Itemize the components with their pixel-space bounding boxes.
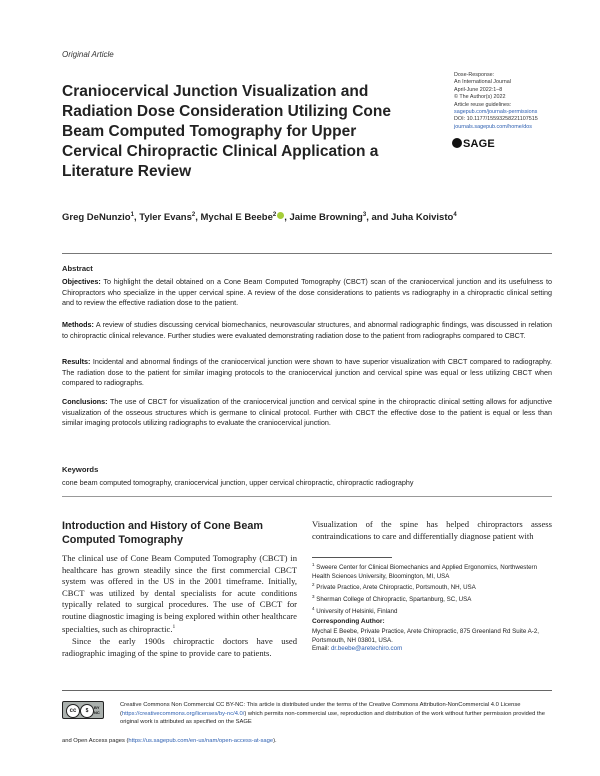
abstract-conclusions: Conclusions: The use of CBCT for visualization of the craniocervical junction and cervical spine in the chiropractic clinical setting allows for adjunctive visualization of the osseous structures which is germane to clinical protocol. Further with CBCT the effective dose to the patient is equal or less than similar imaging protocols utilizing radiographs to evaluate the craniocervical junction. — [62, 397, 552, 428]
corresponding-author-heading: Corresponding Author: — [312, 618, 385, 625]
email-link[interactable]: dr.beebe@aretechiro.com — [330, 645, 403, 653]
abstract-heading: Abstract — [62, 264, 93, 273]
section-heading-intro: Introduction and History of Cone Beam Computed Tomography — [62, 520, 263, 546]
intro-paragraph-1: The clinical use of Cone Beam Computed Tomography (CBCT) in healthcare has grown steadily since the first commercial CBCT system was offered in the US in the 2001 timeframe. Initially, CBCT was utilized by dental specialists for acute conditions typically related to surgical procedures. The use of CBCT for routine diagnostic imaging is being explored within other healthcare specialties, such as chiropractic.$^1$ — [62, 553, 297, 635]
cc-by-icon: cc — [66, 704, 80, 718]
affiliation-item: $^4$ University of Helsinki, Finland — [312, 605, 398, 615]
affiliation-item: $^1$ Sweere Center for Clinical Biomechanics and Applied Ergonomics, Northwestern Health Sciences University, Bloomington, MI, USA — [312, 562, 538, 580]
reuse-link[interactable]: sagepub.com/journals-permissions — [454, 109, 538, 116]
affiliation-item: $^3$ Sherman College of Chiropractic, Spartanburg, SC, USA — [312, 593, 472, 603]
sage-icon — [452, 138, 462, 148]
open-access-link[interactable]: https://us.sagepub.com/en-us/nam/open-access-at-sage — [128, 738, 274, 744]
keywords-heading: Keywords — [62, 465, 99, 474]
footnote-divider — [312, 557, 392, 558]
divider — [62, 496, 552, 497]
journal-issue: April-June 2022:1–8 — [454, 86, 503, 93]
license-text: Creative Commons Non Commercial CC BY-NC: This article is distributed under the terms of the Creative Commons Attribution-NonCommercial 4.0 License (https://creativecommons.org/licenses/by-nc/4.0/) which permits non-commercial use, reproduction and distribution of the work without further permission provided the original work is attributed as specified on the SAGE — [120, 702, 545, 726]
journal-home-link[interactable]: journals.sagepub.com/home/dos — [454, 123, 532, 130]
journal-copyright: © The Author(s) 2022 — [454, 94, 506, 101]
divider — [62, 253, 552, 254]
journal-info — [454, 72, 574, 131]
cc-license-badge[interactable]: cc $ BY NC — [62, 701, 104, 719]
journal-doi: DOI: 10.1177/15593258221107515 — [454, 116, 538, 123]
affiliations — [312, 561, 552, 616]
affiliation-item: $^2$ Private Practice, Arete Chiropractic, Portsmouth, NH, USA — [312, 582, 476, 592]
article-type-label: Original Article — [62, 50, 114, 59]
intro-column-right: Visualization of the spine has helped chiropractors assess contraindications to care and differentially diagnose patient with — [312, 519, 552, 541]
intro-paragraph-2: Since the early 1900s chiropractic doctors have used radiographic imaging of the spine to provide care to patients. — [62, 636, 297, 658]
license-text-cont: and Open Access pages (https://us.sagepub.com/en-us/nam/open-access-at-sage). — [62, 738, 277, 744]
abstract-results: Results: Incidental and abnormal findings of the craniocervical junction were shown to have superior visualization with CBCT compared to radiography. The radiation dose to the patient for similar imaging protocols to the craniocervical junction and cervical spine was equal or less utilizing CBCT when compared to radiographs. — [62, 357, 552, 388]
journal-subtitle: An International Journal — [454, 79, 511, 86]
abstract-methods: Methods: A review of studies discussing cervical biomechanics, neurovascular structures, and abnormal radiographic findings, was discussed in relation to chiropractic clinical relevance. Further studies were evaluated demonstrating radiation dose to the patient from radiographs compared to CBCT. — [62, 320, 553, 340]
article-title: Craniocervical Junction Visualization and Radiation Dose Consideration Utilizing Cone Beam Computed Tomography for Upper Cervical Chiropractic Clinical Application a Literature Review — [62, 83, 391, 180]
journal-reuse: Article reuse guidelines: — [454, 101, 512, 108]
license-link[interactable]: https://creativecommons.org/licenses/by-nc/4.0/ — [121, 710, 245, 717]
orcid-icon[interactable] — [277, 212, 284, 219]
divider — [62, 690, 552, 691]
corresponding-author: Mychal E Beebe, Private Practice, Arete Chiropractic, 875 Greenland Rd Suite A-2, Portsmouth, NH 03801, USA. Email: dr.beebe@aretechiro.com — [312, 628, 539, 653]
cc-nc-icon: $ — [80, 704, 94, 718]
keywords-text: cone beam computed tomography, craniocervical junction, upper cervical chiropractic, chiropractic radiography — [62, 478, 414, 487]
journal-name: Dose-Response: — [454, 72, 495, 78]
intro-column-left — [62, 553, 297, 659]
publisher-logo: SAGE — [452, 138, 495, 150]
abstract-objectives: Objectives: To highlight the detail obtained on a Cone Beam Computed Tomography (CBCT) scan of the craniocervical junction and its usefulness to Chiropractors who specialize in the upper cervical spine. A review of the dose considerations to patients vs radiography in a chiropractic clinical setting and to review the effective radiation dose to the patient. — [62, 277, 552, 308]
author-list: Greg DeNunzio$^1$, Tyler Evans$^2$, Mychal E Beebe$^2$ , Jaime Browning$^3$, and Juha Koivisto$^4$ — [62, 212, 457, 224]
